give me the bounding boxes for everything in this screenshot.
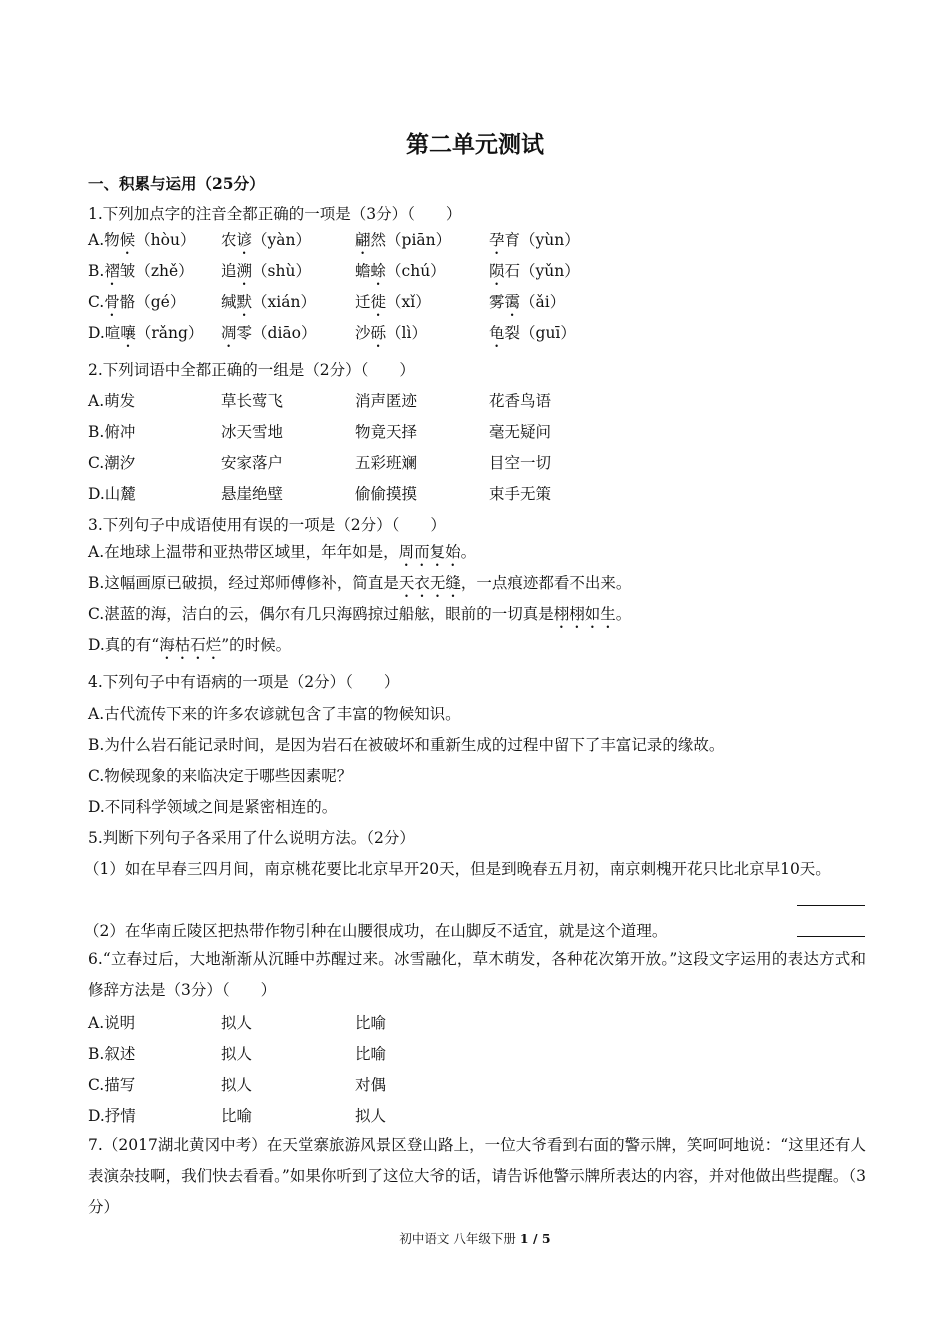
- q5-sentence-1: （1）如在早春三四月间，南京桃花要比北京早开20天，但是到晚春五月初，南京刺槐开花只比北京早10天。: [84, 860, 831, 878]
- q6-option-item: 对偶: [355, 1076, 387, 1094]
- q6-option-item: D.抒情: [88, 1107, 136, 1125]
- q1-stem: 1.下列加点字的注音全都正确的一项是（3分）（ ）: [88, 205, 462, 223]
- q5-answer-blank-2[interactable]: [797, 936, 865, 937]
- q5-answer-blank-1[interactable]: [797, 905, 865, 906]
- q2-option-item: 目空一切: [489, 454, 552, 472]
- q1-option-item: D.喧嚷（rǎng）: [88, 324, 204, 342]
- page-number: 1 / 5: [519, 1231, 551, 1246]
- q1-option-item: 追溯（shù）: [221, 262, 311, 280]
- q2-option-item: 物竟天择: [355, 423, 418, 441]
- q6-stem: 6.“立春过后，大地渐渐从沉睡中苏醒过来。冰雪融化，草木萌发，各种花次第开放。”这段文字运用的表达方式和修辞方法是（3分）（ ）: [88, 950, 866, 999]
- q2-option-item: D.山麓: [88, 485, 136, 503]
- q3-option-a: A.在地球上温带和亚热带区域里，年年如是，周而复始。: [88, 543, 477, 561]
- q7-stem: 7.（2017湖北黄冈中考）在天堂寨旅游风景区登山路上，一位大爷看到右面的警示牌，笑呵呵地说：“这里还有人表演杂技啊，我们快去看看。”如果你听到了这位大爷的话，请告诉他警示牌所表达的内容，并对他做出些提醒。（3分）: [88, 1136, 866, 1216]
- q1-option-item: 缄默（xián）: [221, 293, 316, 311]
- q2-option-item: 悬崖绝壁: [221, 485, 284, 503]
- q5-stem: 5.判断下列句子各采用了什么说明方法。（2分）: [88, 829, 415, 847]
- q6-option-item: A.说明: [88, 1014, 136, 1032]
- q1-option-item: 孕育（yùn）: [489, 231, 580, 249]
- q1-option-item: 沙砾（lì）: [355, 324, 427, 342]
- q6-option-item: 拟人: [221, 1076, 253, 1094]
- q6-option-item: 比喻: [221, 1107, 253, 1125]
- q4-stem: 4.下列句子中有语病的一项是（2分）（ ）: [88, 673, 400, 691]
- q1-option-item: 蟾蜍（chú）: [355, 262, 446, 280]
- q2-option-item: 花香鸟语: [489, 392, 552, 410]
- q6-option-item: 拟人: [355, 1107, 387, 1125]
- q6-option-item: C.描写: [88, 1076, 136, 1094]
- q1-option-item: 翩然（piān）: [355, 231, 452, 249]
- q2-option-item: 草长莺飞: [221, 392, 284, 410]
- q2-stem: 2.下列词语中全都正确的一组是（2分）（ ）: [88, 361, 415, 379]
- q2-option-item: A.萌发: [88, 392, 136, 410]
- q3-stem: 3.下列句子中成语使用有误的一项是（2分）（ ）: [88, 516, 446, 534]
- q3-option-c: C.湛蓝的海，洁白的云，偶尔有几只海鸥掠过船舷，眼前的一切真是栩栩如生。: [88, 605, 632, 623]
- q1-option-item: 农谚（yàn）: [221, 231, 312, 249]
- q1-option-item: B.褶皱（zhě）: [88, 262, 194, 280]
- q1-option-item: 龟裂（guī）: [489, 324, 576, 342]
- q5-sentence-2: （2）在华南丘陵区把热带作物引种在山腰很成功，在山脚反不适宜，就是这个道理。: [84, 922, 668, 940]
- footer-subject: 初中语文 八年级下册: [399, 1231, 516, 1246]
- q1-option-item: A.物候（hòu）: [88, 231, 196, 249]
- page-title: 第二单元测试: [406, 131, 544, 158]
- q2-option-item: 毫无疑问: [489, 423, 552, 441]
- q2-option-item: B.俯冲: [88, 423, 136, 441]
- q6-option-item: 比喻: [355, 1014, 387, 1032]
- q6-option-item: 比喻: [355, 1045, 387, 1063]
- q2-option-item: 五彩班斓: [355, 454, 418, 472]
- section-heading: 一、积累与运用（25分）: [88, 174, 265, 193]
- q2-option-item: C.潮汐: [88, 454, 136, 472]
- q2-option-item: 消声匿迹: [355, 392, 418, 410]
- q2-option-item: 冰天雪地: [221, 423, 284, 441]
- page-footer: [0, 1229, 950, 1247]
- q6-option-item: 拟人: [221, 1045, 253, 1063]
- q6-option-item: B.叙述: [88, 1045, 136, 1063]
- q2-option-item: 束手无策: [489, 485, 552, 503]
- q3-option-d: D.真的有“海枯石烂”的时候。: [88, 636, 292, 654]
- q4-option-a: A.古代流传下来的许多农谚就包含了丰富的物候知识。: [88, 705, 461, 723]
- q3-option-b: B.这幅画原已破损，经过郑师傅修补，简直是天衣无缝，一点痕迹都看不出来。: [88, 574, 632, 592]
- q1-option-item: 陨石（yǔn）: [489, 262, 580, 280]
- q1-option-item: 迁徙（xǐ）: [355, 293, 431, 311]
- q2-option-item: 安家落户: [221, 454, 284, 472]
- q4-option-d: D.不同科学领域之间是紧密相连的。: [88, 798, 338, 816]
- q4-option-c: C.物候现象的来临决定于哪些因素呢？: [88, 767, 353, 785]
- q1-option-item: 凋零（diāo）: [221, 324, 317, 342]
- q6-option-item: 拟人: [221, 1014, 253, 1032]
- q4-option-b: B.为什么岩石能记录时间，是因为岩石在被破坏和重新生成的过程中留下了丰富记录的缘故。: [88, 736, 725, 754]
- q1-option-item: C.骨骼（gé）: [88, 293, 186, 311]
- q2-option-item: 偷偷摸摸: [355, 485, 418, 503]
- q1-option-item: 雾霭（ǎi）: [489, 293, 566, 311]
